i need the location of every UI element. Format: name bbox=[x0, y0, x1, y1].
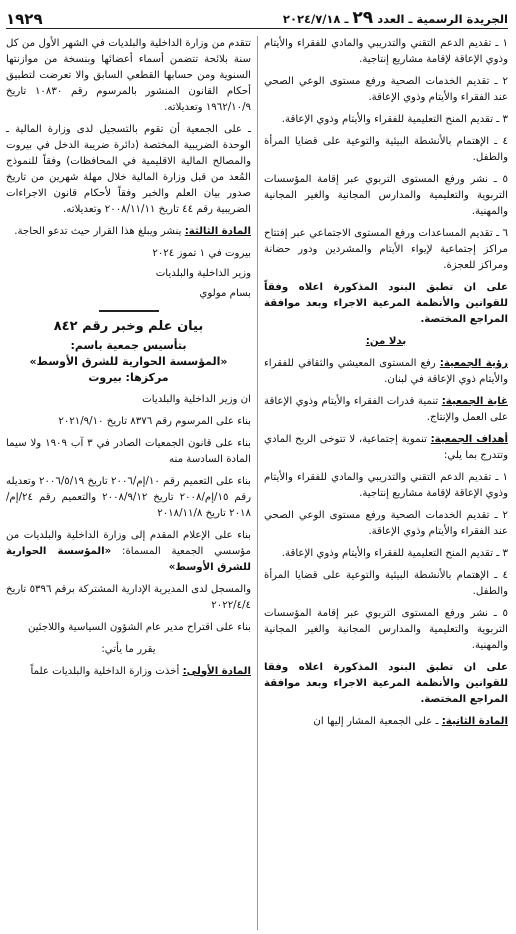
list1-item-4: ٤ ـ الإهتمام بالأنشطة البيئية والتوعية على قضايا المرأة والطفل. bbox=[264, 136, 508, 163]
article3-paragraph bbox=[6, 224, 251, 240]
list2-item-5: ٥ ـ نشر ورفع المستوى التربوي عبر إقامة المؤسسات التربوية والتعليمية والمدارس المجانية والغير المجانية والمهنية. bbox=[264, 608, 508, 651]
content-columns bbox=[6, 36, 508, 930]
vision-text: رفع المستوى المعيشي والثقافي للفقراء والأيتام ذوي الإعاقة في لبنان. bbox=[264, 358, 508, 385]
sign-name: بسام مولوي bbox=[199, 288, 251, 299]
decree-paragraph: بناء على المرسوم رقم ٨٣٧٦ تاريخ ٢٠٢١/٩/١٠ bbox=[58, 415, 251, 427]
instead-of-label: بدلا من: bbox=[365, 336, 407, 347]
signature-block bbox=[6, 246, 251, 302]
registered-paragraph: والمسجل لدى المديرية الإدارية المشتركة برقم ٥٣٩٦ تاريخ ٢٠٢٢/٤/٤ bbox=[6, 583, 251, 611]
decides-line: يقرر ما يأتي: bbox=[101, 643, 156, 655]
annual-list-paragraph: تتقدم من وزارة الداخلية والبلديات في الشهر الأول من كل سنة بلائحة تتضمن أسماء أعضائها وبنسخة من موازنتها السنوية ومن حسابها القطعي السابق والا تعرضت لتطبيق أحكام القانون المنشور بالمرسوم رقم ١٠٨٣٠ تاريخ ١٩٦٢/١٠/٩ وتعديلاته. bbox=[6, 38, 252, 113]
tax-registration-paragraph: ـ على الجمعية أن تقوم بالتسجيل لدى وزارة المالية ـ الوحدة الضريبية المختصة (دائرة ضريبة الدخل في بيروت والمصالح المالية الاقليمية في المحافظات) وفقاً للنموذج المُعد من قبل وزارة المالية خلال مهلة شهرين من تاريخ صدور بيان العلم والخبر وفقاً لأحكام قانون الاجراءات الضريبية رقم ٤٤ تاريخ ٢٠٠٨/١١/١١ وتعديلاته. bbox=[6, 124, 251, 215]
list1-item-5: ٥ ـ نشر ورفع المستوى التربوي عبر إقامة المؤسسات التربوية والتعليمية والمدارس المجانية والغير المجانية والمهنية. bbox=[264, 174, 508, 217]
header-title bbox=[283, 8, 508, 28]
notice-pre-text: بناء على الإعلام المقدم إلى وزارة الداخلية والبلديات من مؤسسي الجمعية المسماة: bbox=[6, 529, 251, 557]
list2-item-1: ١ ـ تقديم الدعم التقني والتدريبي والمادي للفقراء والأيتام وذوي الإعاقة لإقامة مشاريع إنتاجية. bbox=[264, 472, 508, 499]
article3-text: ينشر ويبلغ هذا القرار حيث تدعو الحاجة. bbox=[14, 226, 182, 237]
page-number: ١٩٢٩ bbox=[6, 10, 43, 28]
vision-label: رؤية الجمعية: bbox=[439, 358, 508, 369]
goal-paragraph bbox=[264, 394, 508, 426]
list1-item-6: ٦ ـ تقديم المساعدات ورفع المستوى الاجتماعي عبر إفتتاح مراكز إجتماعية لإيواء الأيتام والمشردين ودور حضانة ومراكز للعجزة. bbox=[264, 228, 508, 271]
list1-item-3: ٣ ـ تقديم المنح التعليمية للفقراء والأيتام وذوي الإعاقة. bbox=[281, 114, 508, 125]
right-column bbox=[257, 36, 508, 930]
header-title-prefix: الجريدة الرسمية ـ العدد bbox=[377, 12, 508, 26]
article2-text: ـ على الجمعية المشار إليها ان bbox=[313, 716, 439, 727]
vision-paragraph bbox=[264, 356, 508, 388]
proposal-paragraph: بناء على اقتراح مدير عام الشؤون السياسية واللاجئين bbox=[27, 621, 251, 633]
section-divider bbox=[99, 310, 159, 312]
condition-2: على ان تطبق البنود المذكورة اعلاه وفقا للقوانين والأنظمة المرعية الاجراء وبعد موافقة المراجع المختصة. bbox=[264, 662, 508, 705]
headquarters: مركزها: بيروت bbox=[88, 370, 169, 384]
organization-name: «المؤسسة الحوارية للشرق الأوسط» bbox=[29, 354, 228, 368]
list2-item-4: ٤ ـ الإهتمام بالأنشطة البيئية والتوعية على قضايا المرأة والطفل. bbox=[264, 570, 508, 597]
notice-subtitle: بتأسيس جمعية باسم: bbox=[70, 338, 187, 352]
minister-line: ان وزير الداخلية والبلديات bbox=[142, 393, 251, 405]
law-paragraph: بناء على قانون الجمعيات الصادر في ٣ آب ١٩٠٩ ولا سيما المادة السادسة منه bbox=[6, 437, 251, 465]
sign-title: وزير الداخلية والبلديات bbox=[155, 268, 251, 279]
list1-item-1: ١ ـ تقديم الدعم التقني والتدريبي والمادي للفقراء والأيتام وذوي الإعاقة لإقامة مشاريع إنتاجية. bbox=[264, 38, 508, 65]
goal-text: تنمية قدرات الفقراء والأيتام وذوي الإعاقة على العمل والإنتاج. bbox=[264, 396, 508, 423]
circular-paragraph: بناء على التعميم رقم ١٠/إم/٢٠٠٦ تاريخ ٢٠٠٦/٥/١٩ وتعديله رقم ١٥/إم/٢٠٠٨ تاريخ ٢٠٠٨/٩/١٢ والتعميم رقم ٢٤/إم/٢٠١٨ تاريخ ٢٠١٨/١١/٨ bbox=[6, 475, 252, 519]
notice-paragraph bbox=[6, 528, 251, 576]
header-date: ـ ٢٠٢٤/٧/١٨ bbox=[282, 12, 349, 26]
aims-paragraph bbox=[264, 432, 508, 464]
left-column bbox=[6, 36, 257, 930]
notice-org-name: «المؤسسة الحوارية للشرق الأوسط» bbox=[6, 545, 251, 573]
page-header bbox=[6, 6, 508, 29]
sign-place-date: بيروت في ١ تموز ٢٠٢٤ bbox=[152, 248, 251, 259]
goal-label: غاية الجمعية: bbox=[441, 396, 508, 407]
condition-1: على ان تطبق البنود المذكورة اعلاه وفقاً للقوانين والأنظمة المرعية الاجراء وبعد موافقة المراجع المختصة. bbox=[264, 282, 508, 325]
article1-paragraph bbox=[6, 664, 251, 680]
notice-title: بيان علم وخبر رقم ٨٤٢ bbox=[53, 318, 204, 334]
list1-item-2: ٢ ـ تقديم الخدمات الصحية ورفع مستوى الوعي الصحي عند الفقراء والأيتام وذوي الإعاقة. bbox=[264, 76, 508, 103]
list2-item-2: ٢ ـ تقديم الخدمات الصحية ورفع مستوى الوعي الصحي عند الفقراء والأيتام وذوي الإعاقة. bbox=[264, 510, 508, 537]
article2-paragraph bbox=[264, 714, 508, 730]
article1-text: أخذت وزارة الداخلية والبلديات علماً bbox=[30, 665, 180, 677]
header-issue: ٢٩ bbox=[352, 8, 374, 28]
article3-label: المادة الثالثة: bbox=[184, 226, 251, 237]
aims-text: تنموية إجتماعية، لا تتوخى الربح المادي وتتدرج بما يلي: bbox=[264, 434, 508, 461]
aims-label: أهداف الجمعية: bbox=[430, 434, 508, 445]
article1-label: المادة الأولى: bbox=[182, 665, 251, 677]
list2-item-3: ٣ ـ تقديم المنح التعليمية للفقراء والأيتام وذوي الإعاقة. bbox=[281, 548, 508, 559]
article2-label: المادة الثانية: bbox=[441, 716, 508, 727]
